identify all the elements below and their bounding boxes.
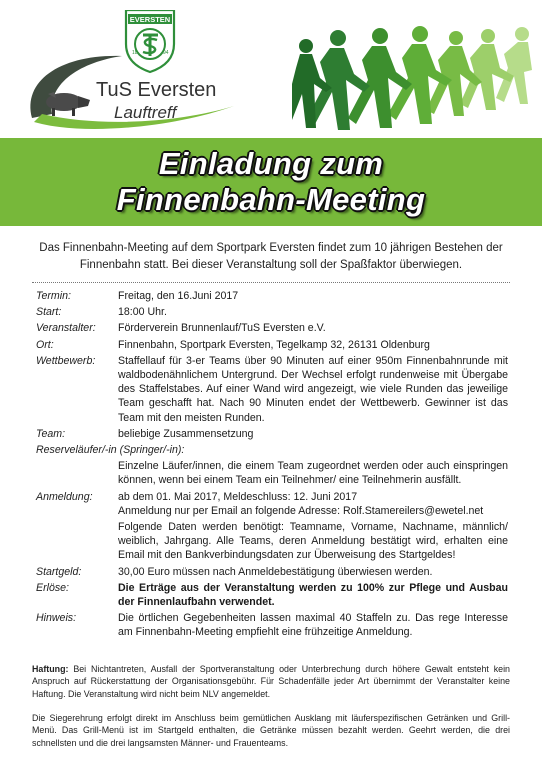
haftung-label: Haftung:	[32, 664, 69, 674]
runners-illustration	[292, 24, 538, 136]
footer-haftung	[32, 663, 510, 700]
label-erloese: Erlöse:	[36, 581, 69, 594]
row-start	[36, 305, 508, 319]
value-termin: Freitag, den 16.Juni 2017	[118, 290, 239, 302]
row-anmeldung	[36, 490, 508, 518]
label-anmeldung: Anmeldung:	[36, 490, 93, 503]
badge-year-left: 18	[132, 50, 138, 56]
label-wettbewerb: Wettbewerb:	[36, 354, 96, 367]
value-wettbewerb: Staffellauf für 3-er Teams über 90 Minuten auf einer 950m Finnenbahnrunde mit waldbodenähnlichem Untergrund. Der Wechsel erfolgt rundenweise mit Übergabe des Staffelstabes. Auf einer Wand wird angezeigt, wie viele Runden das jeweilige Team geschafft hat. Nach 90 Minuten endet der Wettbewerb. Gewinner ist das Team mit den meisten Runden.	[118, 354, 508, 424]
row-erloese	[36, 581, 508, 609]
label-team: Team:	[36, 427, 66, 440]
divider	[32, 282, 510, 283]
details-list	[36, 289, 508, 642]
row-ort	[36, 338, 508, 352]
label-veranstalter: Veranstalter:	[36, 322, 96, 335]
header	[0, 0, 542, 138]
value-ort: Finnenbahn, Sportpark Eversten, Tegelkamp 32, 26131 Oldenburg	[118, 338, 430, 351]
row-hinweis	[36, 611, 508, 639]
badge-year-right: 94	[163, 50, 169, 56]
club-logo	[22, 10, 242, 132]
label-hinweis: Hinweis:	[36, 612, 77, 625]
row-team	[36, 427, 508, 441]
footer-siegerehrung: Die Siegerehrung erfolgt direkt im Anschluss beim gemütlichen Ausklang mit läuferspezifischen Getränken und Grill-Menü. Das Grill-Menü ist im Startgeld enthalten, die Getränke müssen bezahlt werden. Geehrt werden, die drei schnellsten und die drei langsamsten Männer- und Frauenteams.	[32, 713, 510, 748]
value-team: beliebige Zusammensetzung	[118, 427, 254, 440]
title-line-2: Finnenbahn-Meeting	[116, 182, 426, 217]
value-anmeldung	[118, 490, 508, 518]
row-reserve	[36, 443, 508, 457]
haftung-text: Bei Nichtantreten, Ausfall der Sportveranstaltung oder Unterbrechung durch höhere Gewalt entsteht kein Anspruch auf Rückerstattung der Organisationsgebühr. Für Schadenfälle jeder Art übernimmt der Veranstalter keine Haftung. Die Veranstaltung wird nicht beim NLV angemeldet.	[32, 664, 510, 699]
value-reserve: Einzelne Läufer/innen, die einem Team zugeordnet werden oder auch einspringen können, wenn bei einem Team ein Teilnehmer/ eine Teilnehmerin ausfällt.	[118, 460, 508, 487]
boar-icon	[46, 92, 90, 116]
label-start: Start:	[36, 306, 62, 319]
anmeldung-email: Anmeldung nur per Email an folgende Adresse: Rolf.Stamereilers@ewetel.net	[118, 504, 484, 517]
value-veranstalter: Förderverein Brunnenlauf/TuS Eversten e.V.	[118, 322, 326, 335]
value-hinweis: Die örtlichen Gegebenheiten lassen maximal 40 Staffeln zu. Das rege Interesse am Finnenbahn-Meeting empfiehlt eine frühzeitige Anmeldung.	[118, 612, 508, 639]
badge-text: EVERSTEN	[129, 15, 171, 24]
value-start: 18:00 Uhr.	[118, 306, 167, 319]
value-erloese: Die Erträge aus der Veranstaltung werden zu 100% zur Pflege und Ausbau der Finnenlaufbahn verwendet.	[118, 581, 508, 609]
label-reserve: Reserveläufer/-in (Springer/-in):	[36, 444, 185, 457]
intro-text: Das Finnenbahn-Meeting auf dem Sportpark Eversten findet zum 10 jährigen Bestehen der Finnenbahn statt. Bei dieser Veranstaltung soll der Spaßfaktor überwiegen.	[39, 242, 503, 271]
label-termin: Termin:	[36, 290, 71, 302]
runner-icon	[496, 27, 532, 104]
anmeldung-dates: ab dem 01. Mai 2017, Meldeschluss: 12. Juni 2017	[118, 490, 358, 503]
row-veranstalter	[36, 321, 508, 335]
club-name: TuS Eversten	[96, 79, 217, 101]
anmeldung-details: Folgende Daten werden benötigt: Teamname, Vorname, Nachname, männlich/ weiblich, Jahrgang. Alle Teams, deren Anmeldung bestätigt wird, erhalten eine Email mit den Bankverbindungsdaten zur Überweisung des Startgeldes!	[118, 521, 508, 562]
label-startgeld: Startgeld:	[36, 565, 82, 578]
club-sub: Lauftreff	[114, 103, 177, 122]
runner-icon	[292, 39, 332, 128]
title-line-1: Einladung zum	[158, 146, 384, 181]
value-startgeld: 30,00 Euro müssen nach Anmeldebestätigung überwiesen werden.	[118, 565, 433, 578]
row-startgeld	[36, 565, 508, 579]
label-ort: Ort:	[36, 338, 54, 351]
row-termin	[36, 289, 508, 303]
row-wettbewerb	[36, 354, 508, 425]
